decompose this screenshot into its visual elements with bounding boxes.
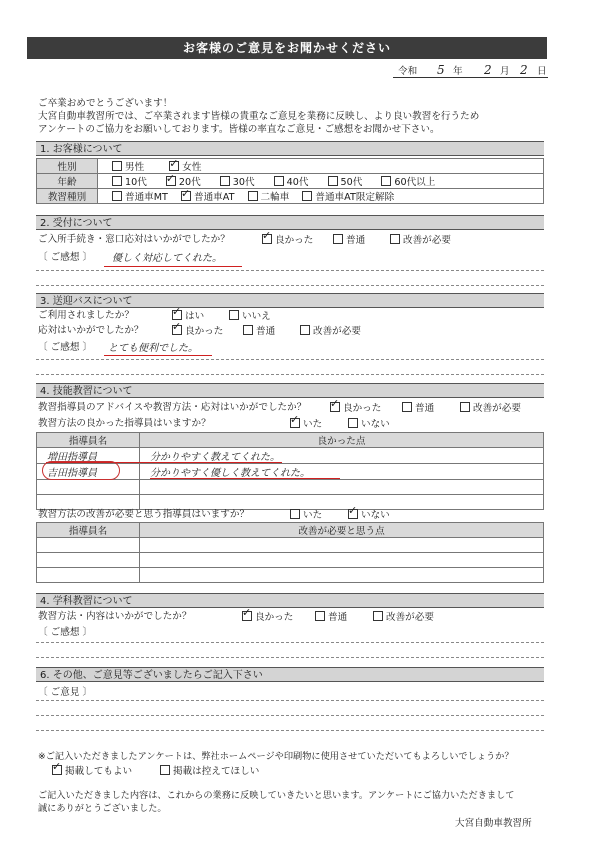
- section-shuttle-bus-header: 3. 送迎バスについて: [36, 293, 544, 308]
- table-row: [37, 538, 544, 553]
- date-day: 2: [520, 63, 528, 77]
- checkbox-icon[interactable]: [333, 234, 343, 244]
- checkbox-icon[interactable]: [373, 611, 383, 621]
- checkbox-icon[interactable]: [160, 765, 170, 775]
- academic-normal-option[interactable]: 普通: [315, 611, 347, 624]
- age-40s-option[interactable]: 40代: [274, 177, 309, 188]
- section-customer-header: 1. お客様について: [36, 141, 544, 156]
- skill-instructor-question: 教習指導員のアドバイスや教習方法・応対はいかがでしたか？: [38, 402, 307, 413]
- checkbox-icon[interactable]: [112, 176, 122, 186]
- table-row: [37, 480, 544, 495]
- bus-service-good-option[interactable]: ✓ 良かった: [172, 325, 223, 338]
- empty-cell[interactable]: [140, 495, 544, 510]
- reception-comment-label: 〔 ご感想 〕: [38, 252, 93, 263]
- red-underline: [104, 266, 242, 267]
- publish-consent-question: ※ご記入いただきましたアンケートは、弊社ホームページや印刷物に使用させていただいてもよろしいでしょうか？: [38, 751, 514, 762]
- dashed-rule: [36, 730, 544, 731]
- company-name: 大宮自動車教習所: [455, 818, 532, 829]
- course-at-limit-release-option[interactable]: 普通車AT限定解除: [302, 192, 394, 203]
- checkbox-icon[interactable]: [460, 402, 470, 412]
- dashed-rule: [36, 715, 544, 716]
- empty-cell[interactable]: [37, 480, 140, 495]
- gender-female-option[interactable]: ✓ 女性: [169, 162, 201, 173]
- checkbox-icon[interactable]: [390, 234, 400, 244]
- checkbox-icon[interactable]: [243, 325, 253, 335]
- instructor-name-header: 指導員名: [37, 523, 140, 538]
- course-type-label: 教習種別: [37, 189, 98, 204]
- dashed-rule: [36, 359, 544, 360]
- footer-line-1: ご記入いただきました内容は、これからの業務に反映していきたいと思います。アンケートにご協力いただきまして: [38, 790, 515, 801]
- checkbox-checked-icon[interactable]: [172, 325, 182, 335]
- empty-cell[interactable]: [140, 538, 544, 553]
- checkbox-icon[interactable]: [112, 161, 122, 171]
- red-underline: [150, 478, 340, 479]
- other-comments-label: 〔 ご意見 〕: [38, 687, 93, 698]
- dashed-rule: [36, 642, 544, 643]
- age-20s-option[interactable]: ✓ 20代: [166, 177, 201, 188]
- intro-line-2: 大宮自動車教習所では、ご卒業されます皆様の貴重なご意見を業務に反映し、より良い教習を行うため: [38, 111, 480, 122]
- empty-cell[interactable]: [37, 495, 140, 510]
- reception-improve-option[interactable]: 改善が必要: [390, 234, 451, 247]
- skill-normal-option[interactable]: 普通: [402, 402, 434, 415]
- checkbox-icon[interactable]: [402, 402, 412, 412]
- bus-service-normal-option[interactable]: 普通: [243, 325, 275, 338]
- date-era: 令和: [398, 66, 418, 77]
- date-year-unit: 年: [453, 66, 463, 77]
- table-row: [37, 495, 544, 510]
- bus-comment-label: 〔 ご感想 〕: [38, 342, 93, 353]
- intro-line-1: ご卒業おめでとうございます！: [38, 98, 173, 109]
- publish-decline-option[interactable]: 掲載は控えてほしい: [160, 765, 259, 778]
- checkbox-checked-icon[interactable]: [262, 234, 272, 244]
- checkbox-checked-icon[interactable]: [52, 765, 62, 775]
- intro-line-3: アンケートのご協力をお願いしております。皆様の率直なご意見・ご感想をお聞かせ下さい。: [38, 124, 440, 135]
- age-10s-option[interactable]: 10代: [112, 177, 147, 188]
- checkbox-icon[interactable]: [328, 176, 338, 186]
- academic-good-option[interactable]: ✓ 良かった: [242, 611, 293, 624]
- empty-cell[interactable]: [140, 568, 544, 583]
- instructor-name-cell[interactable]: 増田指導員: [37, 448, 140, 464]
- checkbox-icon[interactable]: [112, 191, 122, 201]
- course-mt-option[interactable]: 普通車MT: [112, 192, 168, 203]
- section-reception-header: 2. 受付について: [36, 215, 544, 230]
- empty-cell[interactable]: [140, 553, 544, 568]
- checkbox-checked-icon[interactable]: [172, 310, 182, 320]
- checkbox-icon[interactable]: [300, 325, 310, 335]
- red-underline: [104, 355, 212, 356]
- section-other-comments-header: 6. その他、ご意見等ございましたらご記入下さい: [36, 667, 544, 682]
- gender-male-option[interactable]: 男性: [112, 162, 144, 173]
- checkbox-icon[interactable]: [229, 310, 239, 320]
- publish-allow-option[interactable]: ✓掲載してもよい: [52, 765, 132, 778]
- gender-label: 性別: [37, 159, 98, 174]
- section-academic-lesson-header: 4. 学科教習について: [36, 593, 544, 608]
- table-row: [37, 568, 544, 583]
- academic-question: 教習方法・内容はいかがでしたか？: [38, 611, 192, 622]
- age-50s-option[interactable]: 50代: [328, 177, 363, 188]
- dashed-rule: [36, 285, 544, 286]
- reception-question: ご入所手続き・窓口応対はいかがでしたか？: [38, 234, 230, 245]
- dashed-rule: [36, 374, 544, 375]
- table-row: [37, 553, 544, 568]
- reception-good-option[interactable]: ✓ 良かった: [262, 234, 313, 247]
- skill-improve-option[interactable]: 改善が必要: [460, 402, 521, 415]
- footer-line-2: 誠にありがとうございました。: [38, 803, 167, 814]
- good-instructor-no-option[interactable]: いない: [348, 418, 390, 431]
- age-60s-plus-option[interactable]: 60代以上: [381, 177, 435, 188]
- date-month: 2: [484, 63, 492, 77]
- course-at-option[interactable]: ✓ 普通車AT: [181, 192, 234, 203]
- date-day-unit: 日: [537, 66, 547, 77]
- bus-comment[interactable]: とても便利でした。: [108, 343, 198, 354]
- dashed-rule: [36, 657, 544, 658]
- checkbox-checked-icon[interactable]: [242, 611, 252, 621]
- bus-usage-yes-option[interactable]: ✓ はい: [172, 310, 204, 323]
- checkbox-icon[interactable]: [248, 191, 258, 201]
- checkbox-checked-icon[interactable]: [330, 402, 340, 412]
- improvement-points-header: 改善が必要と思う点: [140, 523, 544, 538]
- checkbox-icon[interactable]: [348, 418, 358, 428]
- improve-instructor-question: 教習方法の改善が必要と思う指導員はいますか？: [38, 509, 250, 520]
- reception-normal-option[interactable]: 普通: [333, 234, 365, 247]
- checkbox-checked-icon[interactable]: [166, 176, 176, 186]
- age-30s-option[interactable]: 30代: [220, 177, 255, 188]
- academic-improve-option[interactable]: 改善が必要: [373, 611, 434, 624]
- section-skill-lesson-header: 4. 技能教習について: [36, 383, 544, 398]
- checkbox-icon[interactable]: [302, 191, 312, 201]
- dashed-rule: [36, 700, 544, 701]
- dashed-rule: [36, 270, 544, 271]
- bus-service-question: 応対はいかがでしたか？: [38, 325, 144, 336]
- checkbox-checked-icon[interactable]: [290, 418, 300, 428]
- improve-instructor-table: [36, 522, 544, 583]
- skill-good-option[interactable]: ✓ 良かった: [330, 402, 381, 415]
- checkbox-icon[interactable]: [381, 176, 391, 186]
- good-instructor-yes-option[interactable]: ✓ いた: [290, 418, 322, 431]
- academic-comment-label: 〔 ご感想 〕: [38, 627, 93, 638]
- checkbox-checked-icon[interactable]: [169, 161, 179, 171]
- bus-service-improve-option[interactable]: 改善が必要: [300, 325, 361, 338]
- course-motorcycle-option[interactable]: 二輪車: [248, 192, 290, 203]
- empty-cell[interactable]: [37, 538, 140, 553]
- red-circle-mark: [42, 461, 120, 480]
- checkbox-icon[interactable]: [315, 611, 325, 621]
- date-month-unit: 月: [500, 66, 510, 77]
- form-title: お客様のご意見をお聞かせください: [27, 37, 547, 59]
- instructor-name-header: 指導員名: [37, 433, 140, 448]
- checkbox-checked-icon[interactable]: [348, 509, 358, 519]
- empty-cell[interactable]: [140, 480, 544, 495]
- empty-cell[interactable]: [37, 568, 140, 583]
- checkbox-icon[interactable]: [220, 176, 230, 186]
- checkbox-icon[interactable]: [290, 509, 300, 519]
- improve-instructor-no-option[interactable]: ✓ いない: [348, 509, 390, 522]
- good-points-header: 良かった点: [140, 433, 544, 448]
- checkbox-icon[interactable]: [274, 176, 284, 186]
- bus-usage-no-option[interactable]: いいえ: [229, 310, 271, 323]
- checkbox-checked-icon[interactable]: [181, 191, 191, 201]
- age-label: 年齢: [37, 174, 98, 189]
- customer-info-table: [36, 158, 544, 204]
- improve-instructor-yes-option[interactable]: いた: [290, 509, 322, 522]
- instructor-name-cell[interactable]: 吉田指導員: [37, 464, 140, 480]
- date-year: 5: [437, 63, 445, 77]
- empty-cell[interactable]: [37, 553, 140, 568]
- reception-comment[interactable]: 優しく対応してくれた。: [112, 253, 222, 264]
- good-point-cell[interactable]: 分かりやすく教えてくれた。: [140, 448, 544, 464]
- good-instructor-question: 教習方法の良かった指導員はいますか？: [38, 418, 211, 429]
- good-point-cell[interactable]: 分かりやすく優しく教えてくれた。: [140, 464, 544, 480]
- bus-usage-question: ご利用されましたか？: [38, 310, 134, 321]
